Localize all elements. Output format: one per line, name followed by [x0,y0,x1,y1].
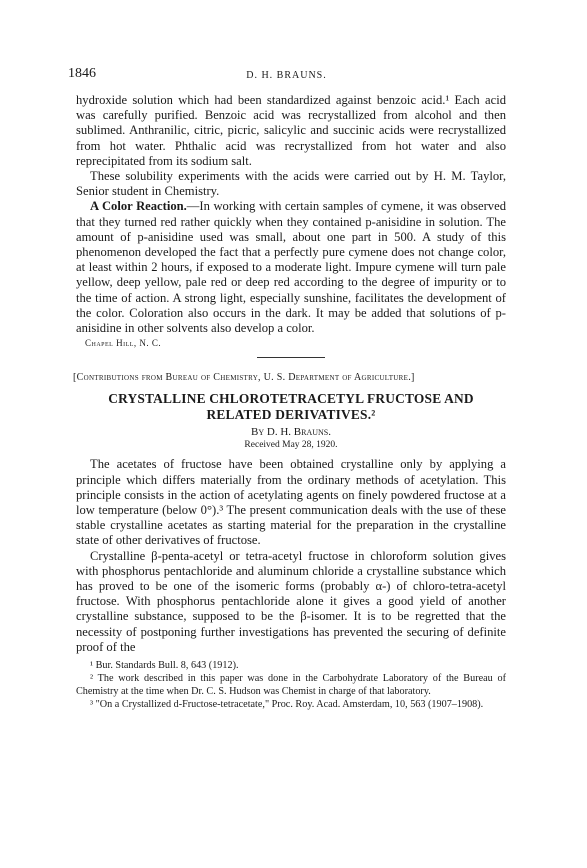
color-reaction-paragraph [76,199,506,336]
article-title: CRYSTALLINE CHLOROTETRACETYL FRUCTOSE AND RELATED DERIVATIVES.² [108,391,474,423]
article-paragraph-1: The acetates of fructose have been obtained crystalline only by applying a principle which differs materially from the ordinary methods of acetylation. This principle consists in the action of acetylating agents on finely powdered fructose at a low temperature (below 0°).³ The present communication deals with the use of these stable crystalline acetates as starting material for the preparation in the crystalline state of other derivatives of fructose. [76,457,506,548]
color-reaction-text: —In working with certain samples of cymene, it was observed that they turned red rather quickly when they contained p-anisidine in solution. The amount of p-anisidine used was small, about one part in 500. A study of this phenomenon developed the fact that a perfectly pure cymene does not change color, at least within 2 hours, if exposed to a moderate light. Impure cymene will turn pale yellow, deep yellow, pale red or deep red according to the degree of impurity or to the time of action. A strong light, especially sunshine, facilitates the development of the color. Coloration also occurs in the dark. It may be added that solutions of p-anisidine in other solvents also develop a color. [76,199,506,336]
received-date: Received May 28, 1920. [244,440,338,451]
article-divider [257,357,325,358]
footnote-2: ² The work described in this paper was done in the Carbohydrate Laboratory of the Bureau of Chemistry at the time when Dr. C. S. Hudson was Chemist in charge of that laboratory. [76,673,506,698]
page-header [68,66,505,84]
contribution-line: [Contributions from Bureau of Chemistry, U. S. Department of Agriculture.] [73,372,415,384]
acknowledgement-paragraph: These solubility experiments with the acids were carried out by H. M. Taylor, Senior student in Chemistry. [76,169,506,199]
article-paragraph-2: Crystalline β-penta-acetyl or tetra-acetyl fructose in chloroform solution gives with phosphorus pentachloride and aluminum chloride a crystalline substance which has proved to be one of the isomeric forms (probably α-) of chloro-tetra-acetyl fructose. With phosphorus pentachloride alone it gives a good yield of another crystalline substance, supposed to be the β-isomer. It is to be regretted that the necessity of postponing further investigations has prevented the securing of definite proof of the [76,548,506,654]
address-line: Chapel Hill, N. C. [85,338,162,349]
author-line: By D. H. Brauns. [251,426,331,439]
running-head: D. H. BRAUNS. [246,70,327,81]
page-number: 1846 [68,66,96,81]
footnote-3: ³ "On a Crystallized d-Fructose-tetracetate," Proc. Roy. Acad. Amsterdam, 10, 563 (1907–1908). [90,699,484,711]
continued-paragraph: hydroxide solution which had been standardized against benzoic acid.¹ Each acid was carefully purified. Benzoic acid was recrystallized from alcohol and then sublimed. Anthranilic, citric, picric, salicylic and succinic acids were recrystallized from hot water. Phthalic acid was recrystallized from hot water and also reprecipitated from its sodium salt. [76,93,506,168]
body-column [73,93,506,711]
footnote-1: ¹ Bur. Standards Bull. 8, 643 (1912). [90,660,239,672]
section-heading: A Color Reaction. [90,199,187,214]
footnotes [76,659,506,711]
